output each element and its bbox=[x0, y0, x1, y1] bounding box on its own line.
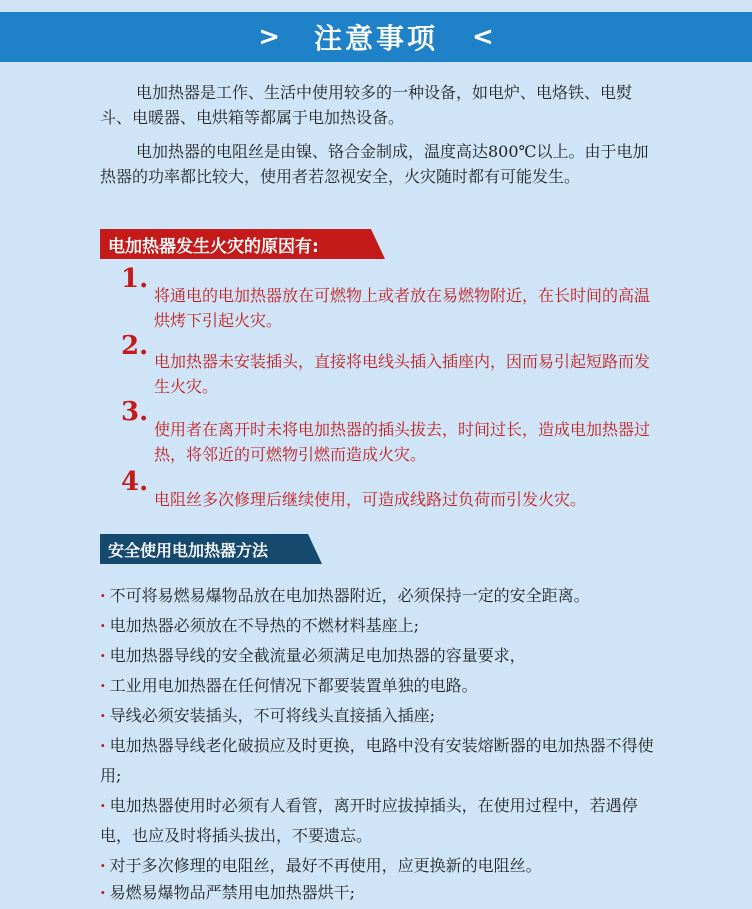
list-item: · 易燃易爆物品严禁用电加热器烘干; bbox=[100, 883, 355, 902]
safety-heading: 安全使用电加热器方法 bbox=[100, 534, 308, 564]
cause-number: 2. bbox=[121, 331, 149, 361]
list-item: · 电加热器使用时必须有人看管，离开时应拔掉插头，在使用过程中，若遇停电，也应及时将插头拔出，不要遗忘。 bbox=[100, 796, 638, 845]
list-item: · 工业用电加热器在任何情况下都要装置单独的电路。 bbox=[100, 676, 478, 695]
cause-number: 1. bbox=[121, 264, 149, 294]
header-banner bbox=[0, 12, 752, 62]
cause-text: 使用者在离开时未将电加热器的插头拔去，时间过长，造成电加热器过热，将邻近的可燃物引燃而造成火灾。 bbox=[154, 420, 651, 464]
cause-text: 电加热器未安装插头，直接将电线头插入插座内，因而易引起短路而发生火灾。 bbox=[154, 352, 651, 396]
left-arrow-icon: > bbox=[258, 22, 280, 52]
cause-number: 4. bbox=[121, 467, 149, 497]
cause-text: 电阻丝多次修理后继续使用，可造成线路过负荷而引发火灾。 bbox=[154, 490, 587, 509]
bullet-icon: · bbox=[100, 796, 106, 815]
intro-paragraph-2: 电加热器的电阻丝是由镍、铬合金制成，温度高达800℃以上。由于电加热器的功率都比较大，使用者若忽视安全，火灾随时都有可能发生。 bbox=[100, 142, 649, 186]
cause-number: 3. bbox=[121, 397, 149, 427]
list-item: · 对于多次修理的电阻丝，最好不再使用，应更换新的电阻丝。 bbox=[100, 856, 542, 875]
bullet-icon: · bbox=[100, 586, 106, 605]
cause-text: 将通电的电加热器放在可燃物上或者放在易燃物附近，在长时间的高温烘烤下引起火灾。 bbox=[154, 286, 651, 330]
causes-heading: 电加热器发生火灾的原因有: bbox=[100, 229, 371, 259]
list-item: · 电加热器导线老化破损应及时更换，电路中没有安装熔断器的电加热器不得使用; bbox=[100, 736, 654, 785]
bullet-icon: · bbox=[100, 616, 106, 635]
bullet-icon: · bbox=[100, 883, 106, 902]
intro-paragraph-1: 电加热器是工作、生活中使用较多的一种设备，如电炉、电烙铁、电熨斗、电暖器、电烘箱等都属于电加热设备。 bbox=[100, 83, 633, 127]
list-item: · 电加热器必须放在不导热的不燃材料基座上; bbox=[100, 616, 419, 635]
page-title: 注意事项 bbox=[313, 22, 438, 55]
bullet-icon: · bbox=[100, 646, 106, 665]
right-arrow-icon: < bbox=[472, 22, 494, 52]
bullet-icon: · bbox=[100, 706, 106, 725]
bullet-icon: · bbox=[100, 856, 106, 875]
bullet-icon: · bbox=[100, 676, 106, 695]
list-item: · 导线必须安装插头，不可将线头直接插入插座; bbox=[100, 706, 435, 725]
list-item: · 不可将易燃易爆物品放在电加热器附近，必须保持一定的安全距离。 bbox=[100, 586, 590, 605]
bullet-icon: · bbox=[100, 736, 106, 755]
list-item: · 电加热器导线的安全截流量必须满足电加热器的容量要求， bbox=[100, 646, 526, 665]
